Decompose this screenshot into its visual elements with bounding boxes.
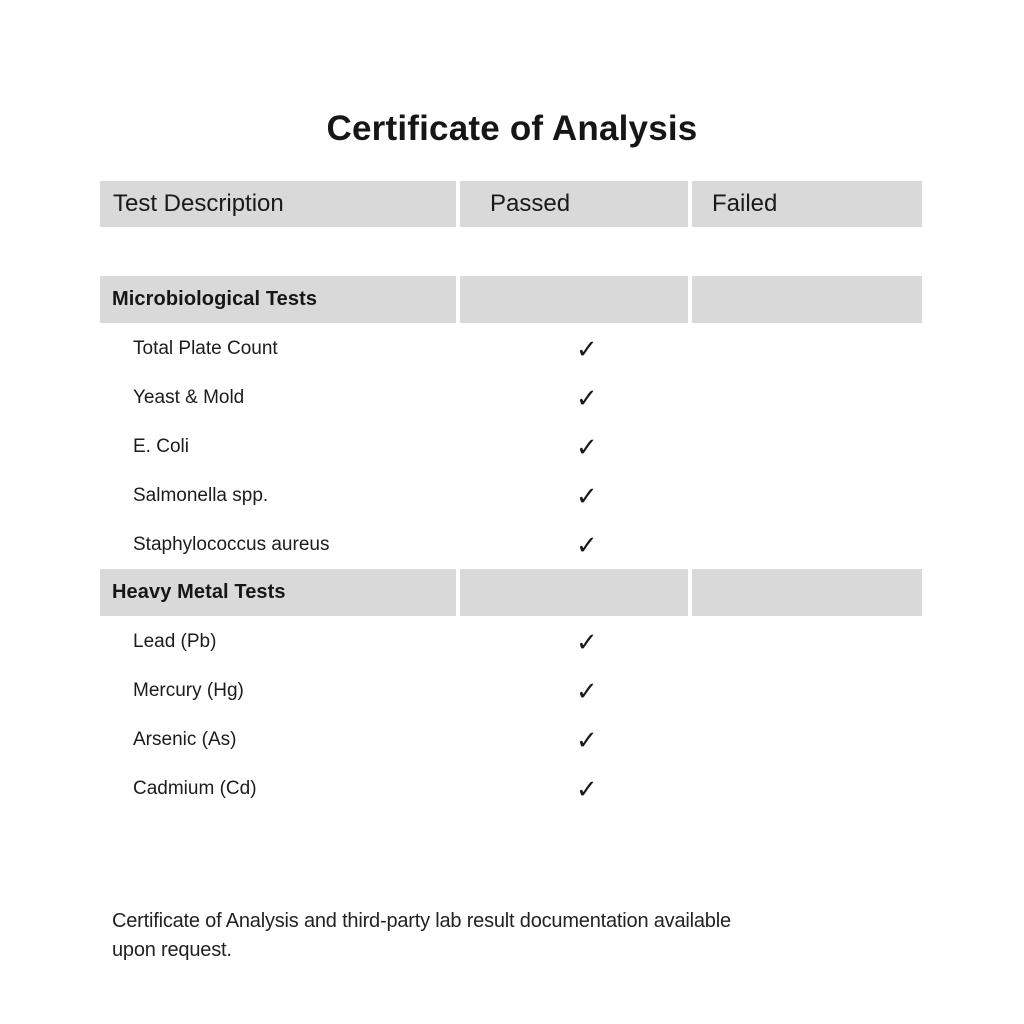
table-row (100, 520, 922, 569)
section-row-microbiological (100, 276, 922, 323)
table-row (100, 715, 922, 764)
table-row (100, 471, 922, 520)
column-header-passed: Passed (460, 181, 688, 227)
footer-note: Certificate of Analysis and third-party lab result documentation available upon request. (112, 910, 731, 961)
table-row (100, 764, 922, 813)
section-cell-empty (692, 276, 922, 323)
checkmark-icon: ✓ (576, 480, 598, 511)
failed-cell (692, 471, 922, 520)
section-cell-empty (692, 569, 922, 616)
column-header-test-description: Test Description (100, 181, 456, 227)
test-label: Salmonella spp. (100, 471, 456, 520)
checkmark-icon: ✓ (576, 773, 598, 804)
failed-cell (692, 324, 922, 373)
failed-cell (692, 520, 922, 569)
test-label: Lead (Pb) (100, 617, 456, 666)
section-title: Heavy Metal Tests (100, 569, 456, 616)
test-label: Total Plate Count (100, 324, 456, 373)
section-title: Microbiological Tests (100, 276, 456, 323)
checkmark-icon: ✓ (576, 626, 598, 657)
test-label: E. Coli (100, 422, 456, 471)
failed-cell (692, 715, 922, 764)
section-cell-empty (460, 569, 688, 616)
column-header-failed: Failed (692, 181, 922, 227)
section-cell-empty (460, 276, 688, 323)
checkmark-icon: ✓ (576, 431, 598, 462)
checkmark-icon: ✓ (576, 529, 598, 560)
coa-table (100, 181, 922, 813)
checkmark-icon: ✓ (576, 675, 598, 706)
checkmark-icon: ✓ (576, 333, 598, 364)
table-header-row (100, 181, 922, 227)
test-label: Arsenic (As) (100, 715, 456, 764)
failed-cell (692, 373, 922, 422)
failed-cell (692, 666, 922, 715)
failed-cell (692, 422, 922, 471)
table-row (100, 617, 922, 666)
test-label: Staphylococcus aureus (100, 520, 456, 569)
table-row (100, 373, 922, 422)
table-row (100, 666, 922, 715)
checkmark-icon: ✓ (576, 724, 598, 755)
table-spacer (100, 227, 922, 276)
page-title: Certificate of Analysis (326, 109, 698, 148)
test-label: Cadmium (Cd) (100, 764, 456, 813)
failed-cell (692, 617, 922, 666)
test-label: Mercury (Hg) (100, 666, 456, 715)
test-label: Yeast & Mold (100, 373, 456, 422)
table-row (100, 422, 922, 471)
section-row-heavy-metal (100, 569, 922, 616)
failed-cell (692, 764, 922, 813)
table-row (100, 324, 922, 373)
checkmark-icon: ✓ (576, 382, 598, 413)
